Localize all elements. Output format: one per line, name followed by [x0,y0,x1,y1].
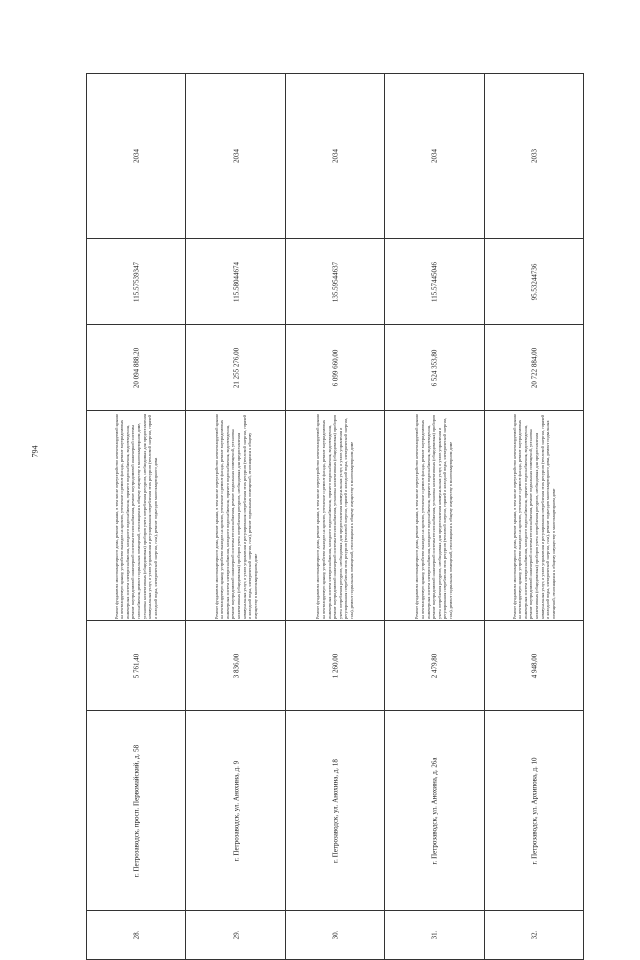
program-table [86,73,584,960]
table-row-works [87,411,584,621]
table-row-year [87,74,584,239]
ratio-cell-28: 115.57539347 [87,239,186,325]
area-cell-32: 4 948,00 [484,621,583,711]
works-cell-28: Ремонт фундамента многоквартирного дома, ремонт крыши, в том числе переустройство невентилируемой крыши на вентилируемую крышу, устройство выходов на кровлю, утепление и ремонт фасада, ремонт внутридомовых инженерных систем электроснабжения, холодного водоснабжения, горячего водоснабжения, водоотведения, ремонт внутридомовой инженерной системы теплоснабжения, ремонт внутридомовой инженерной системы газоснабжения, ремонт подвальных помещений, относящихся к общему имуществу в многоквартирном доме, установка коллективных (общедомовых) приборов учета потребления ресурсов, необходимых для предоставления коммунальных услуг, и узлов управления и регулирования потребления этих ресурсов (тепловой энергии, горячей и холодной воды, электрической энергии, газа), ремонт подъездов многоквартирного дома [87,411,186,621]
works-cell-30: Ремонт фундамента многоквартирного дома, ремонт крыши, в том числе переустройство невентилируемой крыши на вентилируемую крышу, устройство выходов на кровлю, утепление и ремонт фасада, ремонт внутридомовых инженерных систем электроснабжения, холодного водоснабжения, горячего водоснабжения, водоотведения, ремонт внутридомовой инженерной системы теплоснабжения, установка коллективных (общедомовых) приборов учета потребления ресурсов, необходимых для предоставления коммунальных услуг, и узлов управления и регулирования потребления этих ресурсов (тепловой энергии, горячей и холодной воды, электрической энергии, газа), ремонт подвальных помещений, относящихся к общему имуществу в многоквартирном доме [285,411,384,621]
table-row-address [87,711,584,911]
cost-cell-29: 21 255 276,00 [186,325,285,411]
table-row-cost [87,325,584,411]
year-cell-29: 2034 [186,74,285,239]
year-cell-32: 2033 [484,74,583,239]
area-cell-31: 2 479,80 [385,621,484,711]
address-cell-30: г. Петрозаводск, ул. Анохина, д. 18 [285,711,384,911]
ratio-cell-32: 95.53244736 [484,239,583,325]
year-cell-28: 2034 [87,74,186,239]
ratio-cell-29: 115.58044674 [186,239,285,325]
cost-cell-32: 20 722 884,00 [484,325,583,411]
area-cell-30: 1 260,00 [285,621,384,711]
num-cell-29: 29. [186,911,285,960]
cost-cell-31: 6 524 353,80 [385,325,484,411]
address-cell-32: г. Петрозаводск, ул. Архипова, д. 10 [484,711,583,911]
works-cell-29: Ремонт фундамента многоквартирного дома, ремонт крыши, в том числе переустройство невентилируемой крыши на вентилируемую крышу, устройство выходов на кровлю, утепление и ремонт фасада, ремонт внутридомовых инженерных систем электроснабжения, холодного водоснабжения, горячего водоснабжения, водоотведения, ремонт внутридомовой инженерной системы теплоснабжения, ремонт подвальных помещений, установка коллективных (общедомовых) приборов учета потребления ресурсов, необходимых для предоставления коммунальных услуг, и узлов управления и регулирования потребления этих ресурсов (тепловой энергии, горячей и холодной воды, электрической энергии, газа), ремонт подвальных помещений, относящихся к общему имуществу в многоквартирном доме [186,411,285,621]
table-row-area [87,621,584,711]
year-cell-30: 2034 [285,74,384,239]
address-cell-29: г. Петрозаводск, ул. Анохина, д. 9 [186,711,285,911]
address-cell-31: г. Петрозаводск, ул. Анохина, д. 26а [385,711,484,911]
works-cell-32: Ремонт фундамента многоквартирного дома, ремонт крыши, в том числе переустройство невентилируемой крыши на вентилируемую крышу, устройство выходов на кровлю, утепление и ремонт фасада, ремонт внутридомовых инженерных систем электроснабжения, холодного водоснабжения, горячего водоснабжения, водоотведения, ремонт внутридомовой инженерной системы теплоснабжения, ремонт подвальных помещений, установка коллективных (общедомовых) приборов учета потребления ресурсов, необходимых для предоставления коммунальных услуг, и узлов управления и регулирования потребления этих ресурсов (тепловой энергии, горячей и холодной воды, электрической энергии, газа), ремонт подъездов многоквартирного дома, ремонт подвальных помещений, относящихся к общему имуществу в многоквартирном доме [484,411,583,621]
year-cell-31: 2034 [385,74,484,239]
area-cell-28: 5 761,40 [87,621,186,711]
cost-cell-28: 20 094 888,20 [87,325,186,411]
table-row-num [87,911,584,960]
ratio-cell-30: 135.59544637 [285,239,384,325]
num-cell-28: 28. [87,911,186,960]
num-cell-30: 30. [285,911,384,960]
num-cell-31: 31. [385,911,484,960]
works-cell-31: Ремонт фундамента многоквартирного дома, ремонт крыши, в том числе переустройство невентилируемой крыши на вентилируемую крышу, устройство выходов на кровлю, утепление и ремонт фасада, ремонт внутридомовых инженерных систем электроснабжения, холодного водоснабжения, горячего водоснабжения, водоотведения, ремонт внутридомовой инженерной системы теплоснабжения, установка коллективных (общедомовых) приборов учета потребления ресурсов, необходимых для предоставления коммунальных услуг, и узлов управления и регулирования потребления этих ресурсов (тепловой энергии, горячей и холодной воды, электрической энергии, газа), ремонт подвальных помещений, относящихся к общему имуществу в многоквартирном доме [385,411,484,621]
num-cell-32: 32. [484,911,583,960]
ratio-cell-31: 115.57445046 [385,239,484,325]
area-cell-29: 3 836,00 [186,621,285,711]
address-cell-28: г. Петрозаводск, просп. Первомайский, д. 58 [87,711,186,911]
page-number: 794 [30,445,40,457]
cost-cell-30: 6 099 660,00 [285,325,384,411]
table-row-ratio [87,239,584,325]
